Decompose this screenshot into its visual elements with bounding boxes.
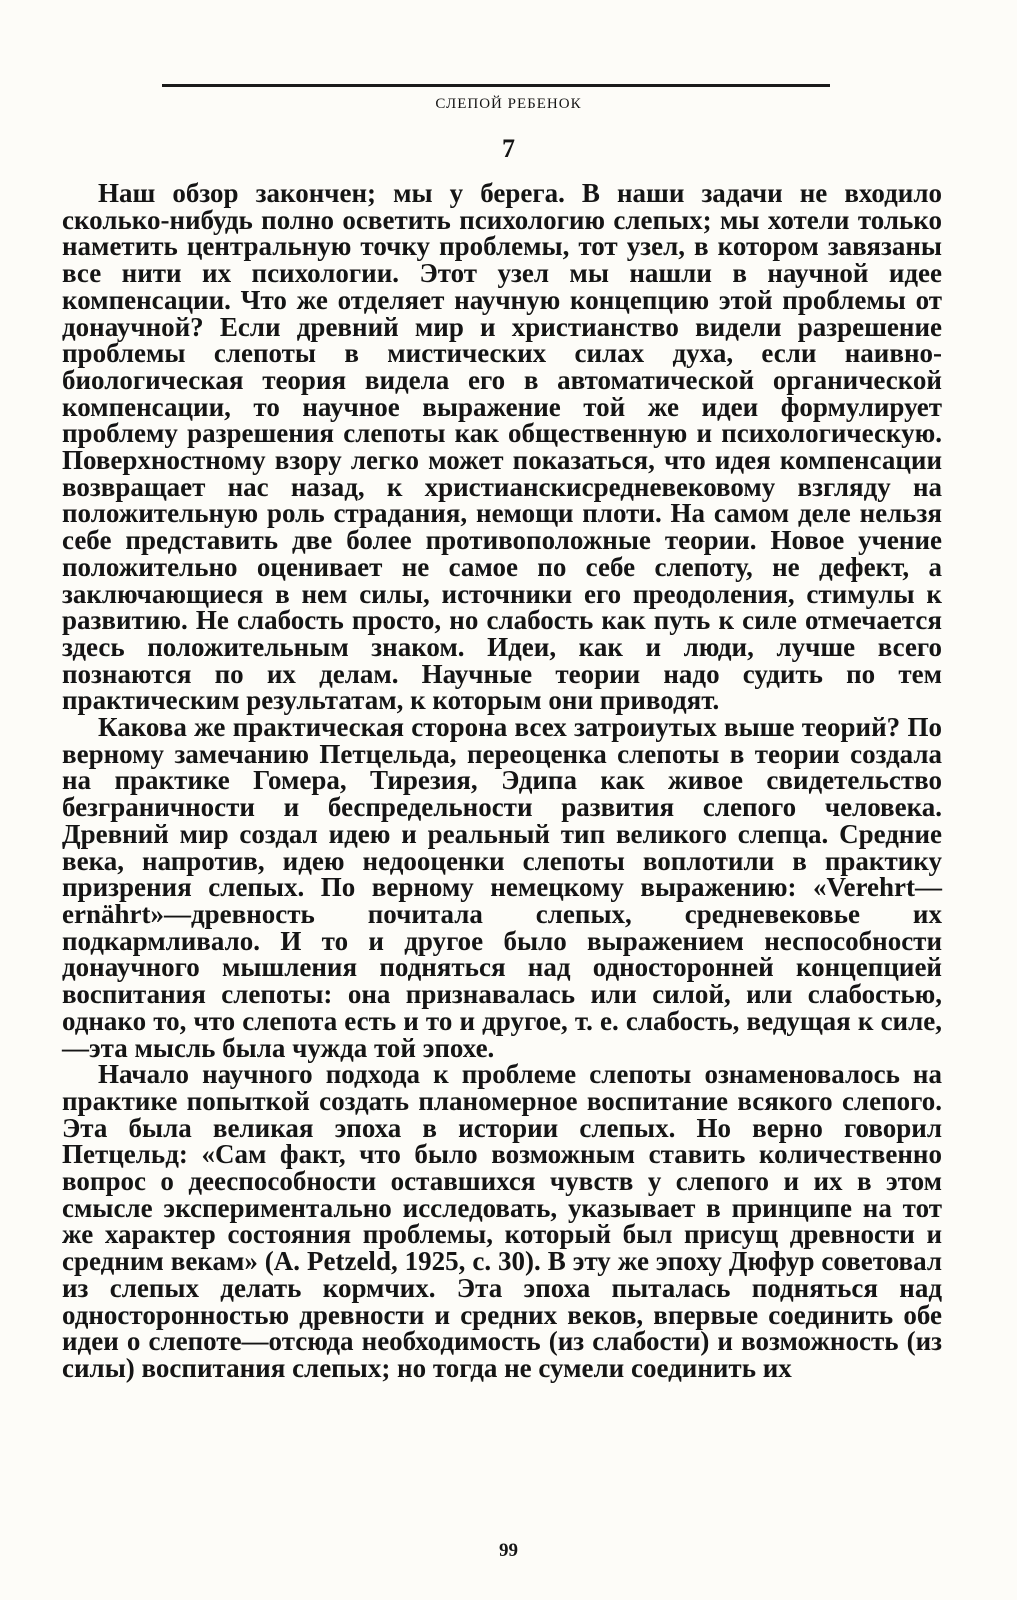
running-title: СЛЕПОЙ РЕБЕНОК	[435, 96, 582, 112]
header-rule	[162, 84, 830, 87]
section-number: 7	[502, 134, 515, 163]
page-number: 99	[499, 1540, 518, 1561]
paragraph-3: Начало научного подхода к проблеме слепоты ознаменовалось на практике попыткой создать планомерное воспитание всякого слепого. Эта была великая эпоха в истории слепых. Но верно говорил Петцельд: «Сам факт, что было возможным ставить количественно вопрос о дееспособности оставшихся чувств у слепого и их в этом смысле экспериментально исследовать, указывает в принципе на тот же характер состояния проблемы, который был присущ древности и средним векам» (A. Petzeld, 1925, с. 30). В эту же эпоху Дюфур советовал из слепых делать кормчих. Эта эпоха пыталась подняться над односторонностью древности и средних веков, впервые соединить обе идеи о слепоте—отсюда необходимость (из слабости) и возможность (из силы) воспитания слепых; но тогда не сумели соединить их	[62, 1059, 942, 1383]
paragraph-1: Наш обзор закончен; мы у берега. В наши задачи не входило сколько-нибудь полно осветить психологию слепых; мы хотели только наметить центральную точку проблемы, тот узел, в котором завязаны все нити их психологии. Этот узел мы нашли в научной идее компенсации. Что же отделяет научную концепцию этой проблемы от донаучной? Если древний мир и христианство видели разрешение проблемы слепоты в мистических силах духа, если наивно-биологическая теория видела его в автоматической органической компенсации, то научное выражение той же идеи формулирует проблему разрешения слепоты как общественную и психологическую. Поверхностному взору легко может показаться, что идея компенсации возвращает нас назад, к христианскисредневековому взгляду на положительную роль страдания, немощи плоти. На самом деле нельзя себе представить две более противоположные теории. Новое учение положительно оценивает не самое по себе слепоту, не дефект, а заключающиеся в нем силы, источники его преодоления, стимулы к развитию. Не слабость просто, но слабость как путь к силе отмечается здесь положительным знаком. Идеи, как и люди, лучше всего познаются по их делам. Научные теории надо судить по тем практическим результатам, к которым они приводят.	[62, 178, 942, 716]
paragraph-2: Какова же практическая сторона всех затроиутых выше теорий? По верному замечанию Петцельда, переоценка слепоты в теории создала на практике Гомера, Тирезия, Эдипа как живое свидетельство безграничности и беспредельности развития слепого человека. Древний мир создал идею и реальный тип великого слепца. Средние века, напротив, идею недооценки слепоты воплотили в практику призрения слепых. По верному немецкому выражению: «Verehrt—ernährt»—древность почитала слепых, средневековье их подкармливало. И то и другое было выражением неспособности донаучного мышления подняться над односторонней концепцией воспитания слепоты: она признавалась или силой, или слабостью, однако то, что слепота есть и то и другое, т. е. слабость, ведущая к силе,—эта мысль была чужда той эпохе.	[62, 712, 942, 1063]
body-text	[62, 180, 942, 1382]
